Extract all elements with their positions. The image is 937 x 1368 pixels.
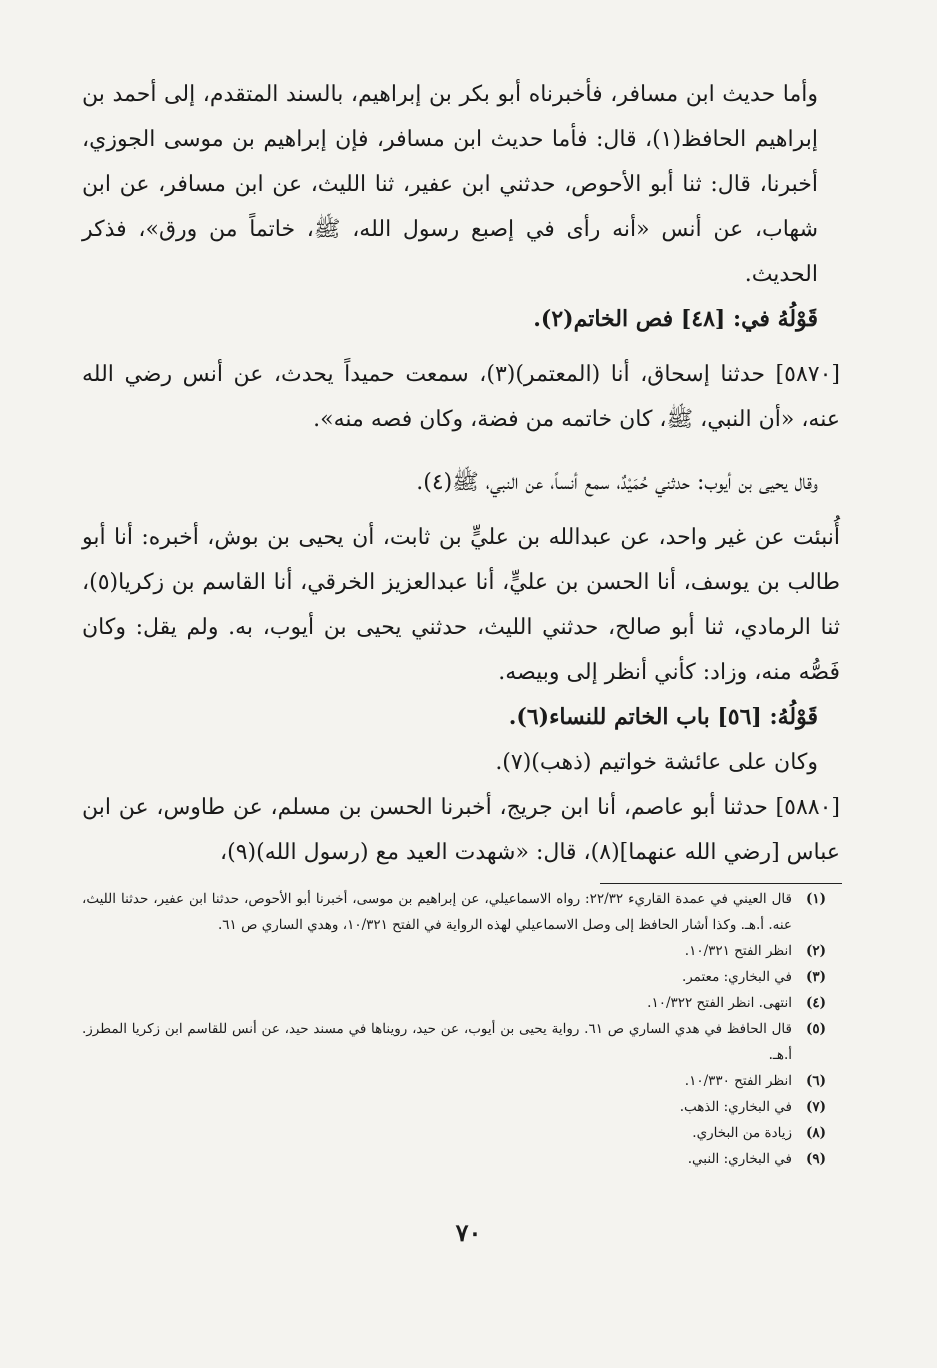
footnote-text: في البخاري: معتمر. <box>681 969 792 985</box>
chapter-heading-women-ring: قَوْلُهُ: [٥٦] باب الخاتم للنساء(٦). <box>508 704 818 730</box>
footnote-number: (٨) <box>805 1125 827 1141</box>
hadith-5870: [٥٨٧٠] حدثنا إسحاق، أنا (المعتمر)(٣)، سمعت حميداً يحدث، عن أنس رضي الله عنه، «أن النبي، ﷺ، كان خاتمه من فضة، وكان فصه منه». <box>82 362 840 432</box>
footnote-text: في البخاري: النبي. <box>687 1151 792 1167</box>
footnote-number: (٤) <box>805 995 827 1011</box>
footnote-text: انظر الفتح ١٠/٣٢١. <box>684 943 792 959</box>
footnote-number: (١) <box>805 891 827 907</box>
footnote-number: (٩) <box>805 1151 827 1167</box>
footnote-text: انظر الفتح ١٠/٣٣٠. <box>684 1073 792 1089</box>
paragraph-yahya-ibn-ayyub: وقال يحيى بن أيوب: حدثني حُمَيْدٌ، سمع أنساً، عن النبي، ﷺ(٤). <box>416 470 818 495</box>
footnote-2 <box>82 938 840 964</box>
footnote-divider <box>600 883 842 884</box>
page-number: ٧٠ <box>455 1218 482 1247</box>
footnote-number: (٣) <box>805 969 827 985</box>
hadith-5880: [٥٨٨٠] حدثنا أبو عاصم، أنا ابن جريج، أخبرنا الحسن بن مسلم، عن طاوس، عن ابن عباس [رضي الله عنهما](٨)، قال: «شهدت العيد مع (رسول الله)(٩)، <box>82 795 840 865</box>
chapter-heading-ring-stone: قَوْلُهُ في: [٤٨] فص الخاتم(٢). <box>533 306 818 332</box>
footnote-3 <box>82 964 840 990</box>
footnote-7 <box>82 1094 840 1120</box>
footnote-4 <box>82 990 840 1016</box>
footnote-text: انتهى. انظر الفتح ١٠/٣٢٢. <box>647 995 792 1011</box>
footnote-number: (٦) <box>805 1073 827 1089</box>
footnote-6 <box>82 1068 840 1094</box>
footnote-text: قال الحافظ في هدي الساري ص ٦١. رواية يحيى بن أيوب، عن حيد، رويناها في مسند حيد، عن أنس للقاسم ابن زكريا المطرز. أ.هـ. <box>82 1021 792 1063</box>
footnote-number: (٥) <box>805 1021 827 1037</box>
footnote-9 <box>82 1146 840 1172</box>
footnotes <box>82 886 840 1172</box>
footnote-5 <box>82 1016 840 1068</box>
footnote-text: زيادة من البخاري. <box>692 1125 792 1141</box>
footnote-text: في البخاري: الذهب. <box>679 1099 792 1115</box>
footnote-number: (٧) <box>805 1099 827 1115</box>
main-text <box>82 72 840 875</box>
paragraph-isnad: أُنبئت عن غير واحد، عن عبدالله بن عليٍّ بن ثابت، أن يحيى بن بوش، أخبره: أنا أبو طالب بن يوسف، أنا الحسن بن عليٍّ، أنا عبدالعزيز الخرقي، أنا القاسم بن زكريا(٥)، ثنا الرمادي، ثنا أبو صالح، حدثني الليث، حدثني يحيى بن أيوب، به. ولم يقل: وكان فَصُّه منه، وزاد: كأني أنظر إلى وبيصه. <box>82 525 840 685</box>
paragraph-ibn-musafir: وأما حديث ابن مسافر، فأخبرناه أبو بكر بن إبراهيم، بالسند المتقدم، إلى أحمد بن إبراهيم الحافظ(١)، قال: فأما حديث ابن مسافر، فإن إبراهيم بن موسى الجوزي، أخبرنا، قال: ثنا أبو الأحوص، حدثني ابن عفير، ثنا الليث، عن ابن مسافر، عن ابن شهاب، عن أنس «أنه رأى في إصبع رسول الله، ﷺ، خاتماً من ورق»، فذكر الحديث. <box>82 82 818 287</box>
footnote-text: قال العيني في عمدة القاريء ٢٢/٣٢: رواه الاسماعيلي، عن إبراهيم بن موسى، أخبرنا أبو الأحوص، حدثنا ابن عفير، حدثنا الليث، عنه. أ.هـ. وكذا أشار الحافظ إلى وصل الاسماعيلي لهذه الرواية في الفتح ١٠/٣٢١، وهدي الساري ص ٦١. <box>82 891 792 933</box>
footnote-number: (٢) <box>805 943 827 959</box>
footnote-8 <box>82 1120 840 1146</box>
footnote-1 <box>82 886 840 938</box>
paragraph-aisha-rings: وكان على عائشة خواتيم (ذهب)(٧). <box>495 750 818 775</box>
